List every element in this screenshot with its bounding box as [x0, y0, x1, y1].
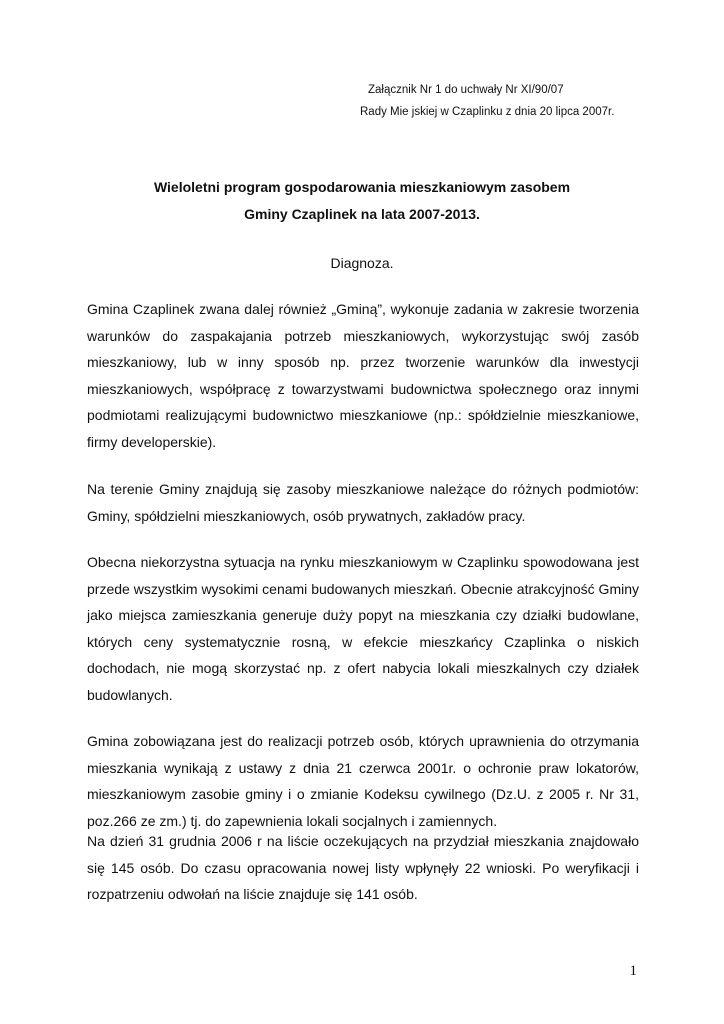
- paragraph: Na dzień 31 grudnia 2006 r na liście oczekujących na przydział mieszkania znajdowało się 145 osób. Do czasu opracowania nowej listy wpłynęły 22 wnioski. Po weryfikacji i rozpatrzeniu odwołań na liście znajduje się 141 osób.: [87, 833, 639, 902]
- paragraph: Gmina Czaplinek zwana dalej również „Gminą”, wykonuje zadania w zakresie tworzenia warunków do zaspakajania potrzeb mieszkaniowych, wykorzystując swój zasób mieszkaniowy, lub w inny sposób np. przez tworzenie warunków dla inwestycji mieszkaniowych, współpracę z towarzystwami budownictwa społecznego oraz innymi podmiotami realizującymi budownictwo mieszkaniowe (np.: spółdzielnie mieszkaniowe, firmy developerskie).: [87, 301, 639, 450]
- section-heading: Diagnoza.: [330, 255, 394, 271]
- page-number: 1: [629, 963, 637, 979]
- paragraph: Obecna niekorzystna sytuacja na rynku mieszkaniowym w Czaplinku spowodowana jest przede wszystkim wysokimi cenami budowanych mieszkań. Obecnie atrakcyjność Gminy jako miejsca zamieszkania generuje duży popyt na mieszkania czy działki budowlane, których ceny systematycznie rosną, w efekcie mieszkańcy Czaplinka o niskich dochodach, nie mogą skorzystać np. z ofert nabycia lokali mieszkalnych czy działek budowlanych.: [87, 554, 639, 703]
- paragraph: Gmina zobowiązana jest do realizacji potrzeb osób, których uprawnienia do otrzymania mieszkania wynikają z ustawy z dnia 21 czerwca 2001r. o ochronie praw lokatorów, mieszkaniowym zasobie gminy i o zmianie Kodeksu cywilnego (Dz.U. z 2005 r. Nr 31, poz.266 ze zm.) tj. do zapewnienia lokali socjalnych i zamiennych.: [87, 733, 639, 829]
- header-council-line: Rady Mie jskiej w Czaplinku z dnia 20 lipca 2007r.: [360, 106, 615, 118]
- header-annex-line: Załącznik Nr 1 do uchwały Nr XI/90/07: [368, 84, 564, 96]
- document-title-line-1: Wieloletni program gospodarowania mieszkaniowym zasobem: [153, 179, 571, 195]
- paragraph: Na terenie Gminy znajdują się zasoby mieszkaniowe należące do różnych podmiotów: Gminy, spółdzielni mieszkaniowych, osób prywatnych, zakładów pracy.: [87, 481, 639, 524]
- document-title-line-2: Gminy Czaplinek na lata 2007-2013.: [244, 206, 480, 222]
